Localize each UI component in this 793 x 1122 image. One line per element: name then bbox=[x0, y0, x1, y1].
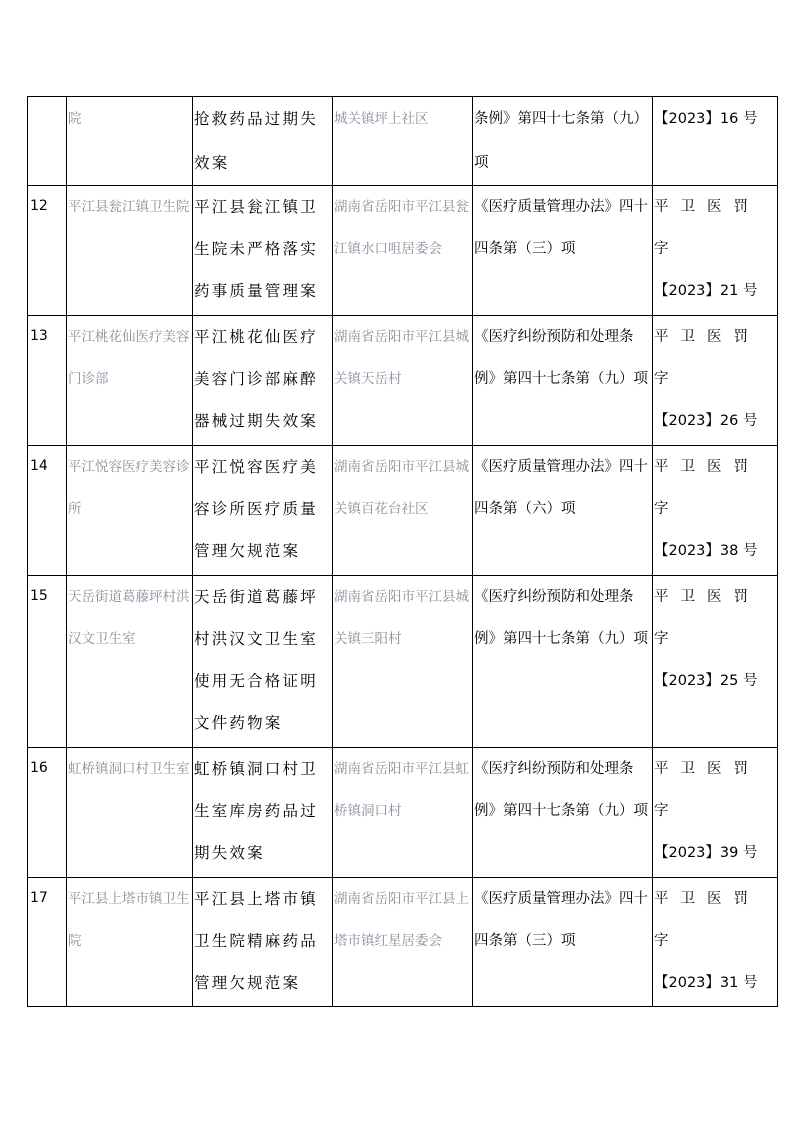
unit-name: 院 bbox=[67, 97, 193, 186]
case-name: 平江县上塔市镇卫生院精麻药品管理欠规范案 bbox=[193, 878, 333, 1007]
unit-address: 湖南省岳阳市平江县城关镇天岳村 bbox=[333, 316, 473, 446]
row-number: 16 bbox=[28, 748, 67, 878]
table-row bbox=[28, 576, 778, 748]
document-number-code: 【2023】39 号 bbox=[654, 845, 758, 861]
legal-basis: 《医疗质量管理办法》四十四条第（三）项 bbox=[473, 878, 653, 1007]
unit-address: 湖南省岳阳市平江县虹桥镇洞口村 bbox=[333, 748, 473, 878]
unit-name: 天岳街道葛藤坪村洪汉文卫生室 bbox=[67, 576, 193, 748]
unit-name: 虹桥镇洞口村卫生室 bbox=[67, 748, 193, 878]
case-name: 平江县瓮江镇卫生院未严格落实药事质量管理案 bbox=[193, 186, 333, 316]
unit-address: 城关镇坪上社区 bbox=[333, 97, 473, 186]
document-number-prefix: 平卫医罚字 bbox=[654, 199, 760, 257]
unit-name: 平江县上塔市镇卫生院 bbox=[67, 878, 193, 1007]
legal-basis: 《医疗质量管理办法》四十四条第（六）项 bbox=[473, 446, 653, 576]
document-number-code: 【2023】21 号 bbox=[654, 283, 758, 299]
row-number: 13 bbox=[28, 316, 67, 446]
document-number bbox=[653, 878, 778, 1007]
document-number bbox=[653, 748, 778, 878]
unit-name: 平江县瓮江镇卫生院 bbox=[67, 186, 193, 316]
unit-name: 平江悦容医疗美容诊所 bbox=[67, 446, 193, 576]
table-row bbox=[28, 878, 778, 1007]
unit-address: 湖南省岳阳市平江县城关镇百花台社区 bbox=[333, 446, 473, 576]
unit-address: 湖南省岳阳市平江县瓮江镇水口咀居委会 bbox=[333, 186, 473, 316]
legal-basis: 条例》第四十七条第（九）项 bbox=[473, 97, 653, 186]
legal-basis: 《医疗纠纷预防和处理条例》第四十七条第（九）项 bbox=[473, 748, 653, 878]
document-number-prefix: 平卫医罚字 bbox=[654, 589, 760, 647]
legal-basis: 《医疗纠纷预防和处理条例》第四十七条第（九）项 bbox=[473, 316, 653, 446]
case-name: 天岳街道葛藤坪村洪汉文卫生室使用无合格证明文件药物案 bbox=[193, 576, 333, 748]
document-number-code: 【2023】25 号 bbox=[654, 673, 758, 689]
document-number bbox=[653, 316, 778, 446]
legal-basis: 《医疗纠纷预防和处理条例》第四十七条第（九）项 bbox=[473, 576, 653, 748]
legal-basis: 《医疗质量管理办法》四十四条第（三）项 bbox=[473, 186, 653, 316]
document-number bbox=[653, 446, 778, 576]
table-row bbox=[28, 97, 778, 186]
case-name: 平江桃花仙医疗美容门诊部麻醉器械过期失效案 bbox=[193, 316, 333, 446]
table-row bbox=[28, 316, 778, 446]
document-number-prefix: 平卫医罚字 bbox=[654, 459, 760, 517]
case-name: 虹桥镇洞口村卫生室库房药品过期失效案 bbox=[193, 748, 333, 878]
document-number-code: 【2023】16 号 bbox=[654, 111, 758, 127]
unit-name: 平江桃花仙医疗美容门诊部 bbox=[67, 316, 193, 446]
penalty-table bbox=[27, 96, 778, 1007]
table-row bbox=[28, 186, 778, 316]
row-number: 17 bbox=[28, 878, 67, 1007]
document-number bbox=[653, 186, 778, 316]
row-number: 14 bbox=[28, 446, 67, 576]
table-body bbox=[28, 97, 778, 1007]
document-number bbox=[653, 576, 778, 748]
table-row bbox=[28, 446, 778, 576]
unit-address: 湖南省岳阳市平江县上塔市镇红星居委会 bbox=[333, 878, 473, 1007]
row-number bbox=[28, 97, 67, 186]
case-name: 平江悦容医疗美容诊所医疗质量管理欠规范案 bbox=[193, 446, 333, 576]
document-number-code: 【2023】31 号 bbox=[654, 975, 758, 991]
row-number: 12 bbox=[28, 186, 67, 316]
document-number-prefix: 平卫医罚字 bbox=[654, 891, 760, 949]
case-name: 抢救药品过期失效案 bbox=[193, 97, 333, 186]
document-number-code: 【2023】38 号 bbox=[654, 543, 758, 559]
document-number-prefix: 平卫医罚字 bbox=[654, 761, 760, 819]
row-number: 15 bbox=[28, 576, 67, 748]
document-number-code: 【2023】26 号 bbox=[654, 413, 758, 429]
document-number bbox=[653, 97, 778, 186]
document-number-prefix: 平卫医罚字 bbox=[654, 329, 760, 387]
unit-address: 湖南省岳阳市平江县城关镇三阳村 bbox=[333, 576, 473, 748]
table-row bbox=[28, 748, 778, 878]
